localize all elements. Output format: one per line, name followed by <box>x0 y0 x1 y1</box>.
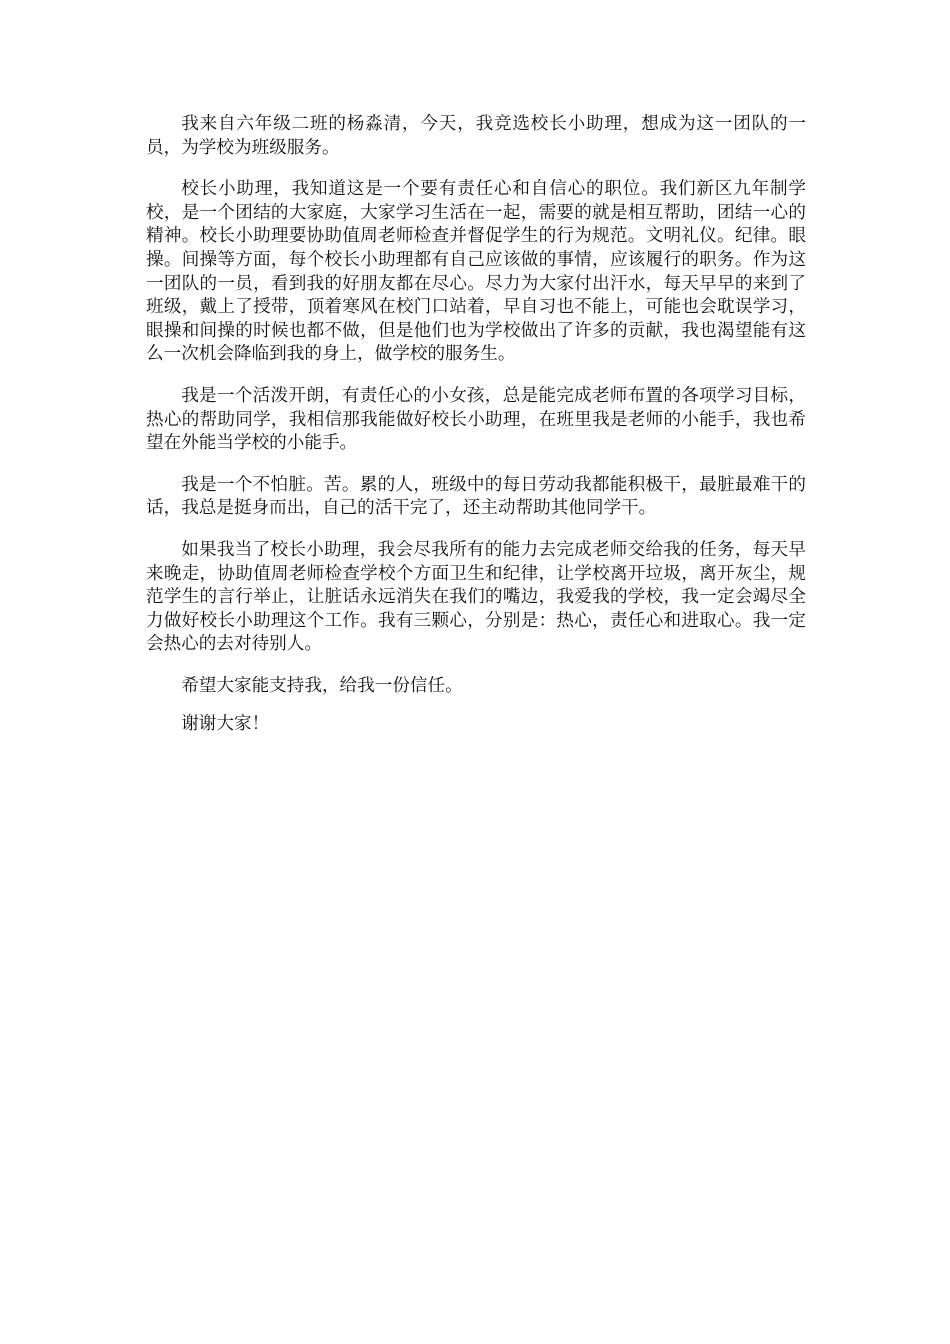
paragraph-hardworking: 我是一个不怕脏。苦。累的人，班级中的每日劳动我都能积极干，最脏最难干的话，我总是挺身而出，自己的活干完了，还主动帮助其他同学干。 <box>146 474 806 519</box>
paragraph-intro: 我来自六年级二班的杨淼清，今天，我竞选校长小助理，想成为这一团队的一员，为学校为班级服务。 <box>146 114 806 158</box>
paragraph-personality: 我是一个活泼开朗，有责任心的小女孩，总是能完成老师布置的各项学习目标，热心的帮助同学，我相信那我能做好校长小助理，在班里我是老师的小能手，我也希望在外能当学校的小能手。 <box>146 385 806 454</box>
paragraph-promise: 如果我当了校长小助理，我会尽我所有的能力去完成老师交给我的任务，每天早来晚走，协助值周老师检查学校个方面卫生和纪律，让学校离开垃圾，离开灰尘，规范学生的言行举止，让脏话永远消失在我们的嘴边，我爱我的学校，我一定会竭尽全力做好校长小助理这个工作。我有三颗心，分别是：热心，责任心和进取心。我一定会热心的去对待别人。 <box>146 539 806 655</box>
paragraph-request-support: 希望大家能支持我，给我一份信任。 <box>181 675 463 696</box>
paragraph-thanks: 谢谢大家！ <box>181 714 270 735</box>
document-body <box>146 113 806 755</box>
paragraph-role-description: 校长小助理，我知道这是一个要有责任心和自信心的职位。我们新区九年制学校，是一个团结的大家庭，大家学习生活在一起，需要的就是相互帮助，团结一心的精神。校长小助理要协助值周老师检查并督促学生的行为规范。文明礼仪。纪律。眼操。间操等方面，每个校长小助理都有自己应该做的事情，应该履行的职务。作为这一团队的一员，看到我的好朋友都在尽心。尽力为大家付出汗水，每天早早的来到了班级，戴上了授带，顶着寒风在校门口站着，早自习也不能上，可能也会耽误学习，眼操和间操的时候也都不做，但是他们也为学校做出了许多的贡献，我也渴望能有这么一次机会降临到我的身上，做学校的服务生。 <box>146 179 806 365</box>
